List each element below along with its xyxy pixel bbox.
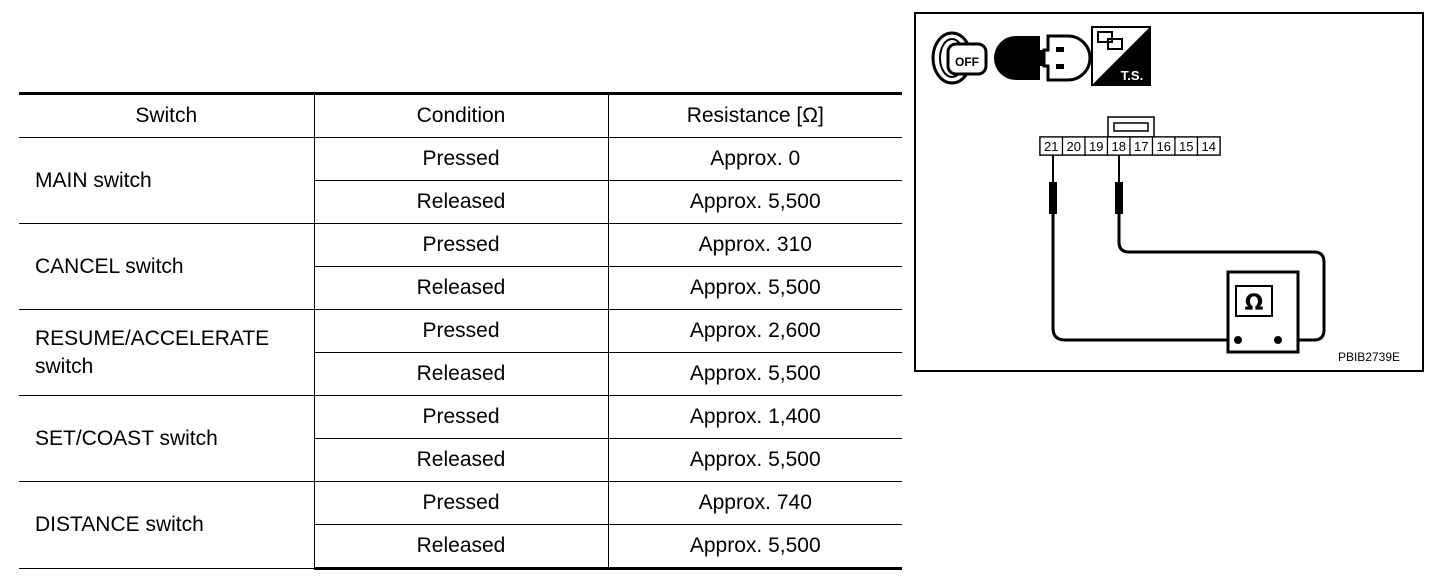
switch-name-line: MAIN switch	[35, 168, 152, 192]
probe-tip-left	[1049, 182, 1057, 214]
table-row	[19, 396, 902, 439]
switch-name-cell	[19, 138, 314, 224]
resistance-cell: Approx. 5,500	[608, 181, 902, 224]
condition-cell: Pressed	[314, 224, 608, 267]
resistance-spec-table	[19, 92, 902, 570]
header-switch: Switch	[19, 94, 314, 138]
resistance-cell: Approx. 5,500	[608, 267, 902, 310]
condition-cell: Released	[314, 525, 608, 569]
condition-cell: Pressed	[314, 310, 608, 353]
table-row	[19, 310, 902, 353]
ts-service-icon	[1092, 27, 1150, 85]
pin-label: 17	[1134, 139, 1149, 154]
ignition-off-icon	[933, 33, 986, 83]
table-row	[19, 224, 902, 267]
resistance-cell: Approx. 5,500	[608, 525, 902, 569]
diagram-svg	[916, 14, 1422, 370]
switch-name-line: DISTANCE switch	[35, 513, 204, 536]
meter-terminal-left	[1234, 336, 1242, 344]
condition-cell: Released	[314, 267, 608, 310]
table-row	[19, 138, 902, 181]
measurement-diagram	[914, 12, 1424, 372]
switch-name-line: CANCEL switch	[35, 254, 184, 278]
resistance-cell: Approx. 5,500	[608, 439, 902, 482]
resistance-cell: Approx. 0	[608, 138, 902, 181]
ts-label: T.S.	[1120, 68, 1144, 83]
switch-name-cell	[19, 482, 314, 569]
pin-label: 14	[1201, 139, 1216, 154]
ignition-off-label: OFF	[955, 55, 979, 69]
meter-terminal-right	[1274, 336, 1282, 344]
table-row	[19, 482, 902, 525]
switch-name-line: RESUME/ACCELERATE	[35, 326, 270, 350]
resistance-cell: Approx. 5,500	[608, 353, 902, 396]
resistance-cell: Approx. 1,400	[608, 396, 902, 439]
table-body	[19, 138, 902, 569]
switch-name-line: SET/COAST switch	[35, 426, 218, 450]
ohmmeter	[1228, 272, 1298, 352]
condition-cell: Pressed	[314, 482, 608, 525]
switch-name-cell	[19, 396, 314, 482]
pin-label: 16	[1156, 139, 1171, 154]
switch-name-cell	[19, 310, 314, 396]
header-condition: Condition	[314, 94, 608, 138]
pin-label: 21	[1044, 139, 1059, 154]
resistance-cell: Approx. 740	[608, 482, 902, 525]
condition-cell: Released	[314, 181, 608, 224]
pin-label: 15	[1179, 139, 1194, 154]
figure-code: PBIB2739E	[1337, 350, 1400, 364]
header-resistance: Resistance [Ω]	[608, 94, 902, 138]
condition-cell: Released	[314, 439, 608, 482]
probe-wire-left	[1053, 214, 1238, 340]
pin-label: 20	[1066, 139, 1081, 154]
resistance-cell: Approx. 2,600	[608, 310, 902, 353]
resistance-cell: Approx. 310	[608, 224, 902, 267]
probe-tip-right	[1115, 182, 1123, 214]
table-header-row	[19, 94, 902, 138]
pin-label: 18	[1111, 139, 1126, 154]
condition-cell: Pressed	[314, 396, 608, 439]
connector-pins	[1040, 137, 1220, 155]
ohm-symbol: Ω	[1244, 291, 1264, 316]
condition-cell: Pressed	[314, 138, 608, 181]
switch-name-line: switch	[35, 354, 94, 378]
disconnect-connector-icon	[994, 36, 1090, 80]
harness-connector	[1040, 117, 1220, 155]
condition-cell: Released	[314, 353, 608, 396]
switch-name-cell	[19, 224, 314, 310]
pin-label: 19	[1089, 139, 1104, 154]
